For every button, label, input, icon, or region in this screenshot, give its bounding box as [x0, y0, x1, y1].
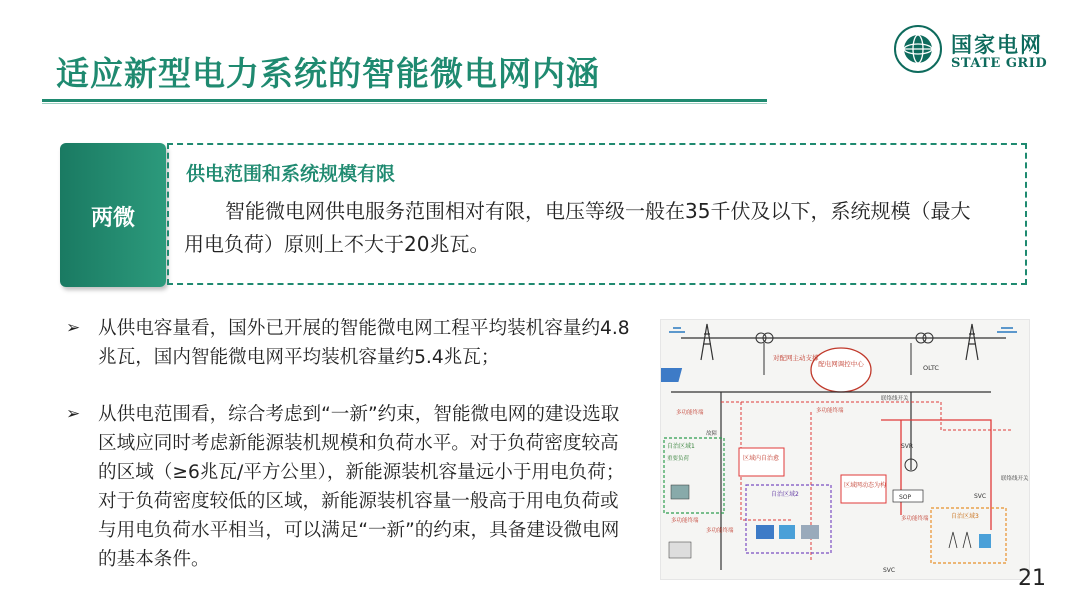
zone-internal-box [739, 448, 784, 476]
solar-panel-icon [661, 368, 682, 382]
transmission-tower-icon [966, 324, 1017, 360]
microgrid-diagram-svg [661, 320, 1029, 579]
sop-label: SOP [899, 494, 912, 501]
multi-function-label: 多功能终端 [901, 516, 929, 522]
battery-icon [779, 525, 795, 539]
solar-panel-icon [756, 525, 774, 539]
active-support-label: 对配网主动支撑 [773, 354, 819, 362]
slide-title: 适应新型电力系统的智能微电网内涵 [56, 54, 600, 93]
wind-turbine-icon [949, 532, 971, 548]
zone-3-label: 自治区域3 [951, 513, 979, 520]
logo-text-cn: 国家电网 [951, 33, 1043, 57]
state-grid-emblem-icon [893, 24, 943, 74]
fault-label: 故障 [706, 431, 718, 437]
dispatch-label: 配电网调控中心 [818, 360, 864, 368]
svr-label: SVR [901, 443, 914, 450]
bullet-arrow-icon: ➢ [66, 404, 81, 424]
multi-function-label: 多功能终端 [671, 518, 699, 524]
zone-2-label: 自治区域2 [771, 491, 799, 498]
zone-1-label: 自治区域1 [667, 443, 695, 450]
air-conditioner-icon [669, 542, 691, 558]
zone-dynamic-label: 区域网动态为构 [844, 482, 887, 489]
bullet-text: 从供电容量看，国外已开展的智能微电网工程平均装机容量约4.8兆瓦，国内智能微电网平均装机容量约5.4兆瓦； [98, 318, 630, 368]
microgrid-diagram [660, 319, 1030, 580]
important-load-label: 重要负荷 [667, 456, 690, 462]
zone-internal-label: 区域内自治愈 [743, 455, 780, 462]
svc-label: SVC [974, 493, 987, 500]
multi-function-label: 多功能终端 [676, 410, 704, 416]
page-number: 21 [1018, 566, 1046, 591]
state-grid-logo [893, 24, 1053, 82]
transmission-tower-icon [669, 324, 713, 360]
definition-box [167, 143, 1027, 285]
contact-switch-label: 联络线开关 [881, 396, 909, 402]
bullet-text: 从供电范围看，综合考虑到“一新”约束，智能微电网的建设选取区域应同时考虑新能源装机规模和负荷水平。对于负荷密度较高的区域（≥6兆瓦/平方公里），新能源装机容量远小于用电负荷；对于负荷密度较低的区域，新能源装机容量一般高于用电负荷或与用电负荷水平相当，可以满足“一新”的约束，具备建设微电网的基本条件。 [98, 404, 625, 570]
svc-label: SVC [883, 567, 896, 574]
zone-dynamic-box [841, 475, 886, 503]
title-underline-thin [42, 103, 767, 104]
bullet-item [60, 400, 635, 574]
logo-text-en: STATE GRID [951, 56, 1048, 71]
bullet-item [60, 314, 635, 372]
definition-heading: 供电范围和系统规模有限 [186, 163, 396, 185]
bullet-list [60, 314, 635, 602]
topic-tag-label: 两微 [90, 206, 135, 231]
topic-tag [60, 143, 166, 287]
title-underline [42, 99, 767, 102]
definition-body: 智能微电网供电服务范围相对有限，电压等级一般在35千伏及以下，系统规模（最大用电负荷）原则上不大于20兆瓦。 [184, 199, 971, 256]
ev-icon [671, 485, 689, 499]
multi-function-label: 多功能终端 [816, 408, 844, 414]
battery-icon [979, 534, 991, 548]
contact-switch-label: 联络线开关 [1001, 476, 1029, 482]
bullet-arrow-icon: ➢ [66, 318, 81, 338]
building-icon [801, 525, 819, 539]
multi-function-label: 多功能终端 [706, 528, 734, 534]
oltc-label: OLTC [923, 364, 939, 372]
